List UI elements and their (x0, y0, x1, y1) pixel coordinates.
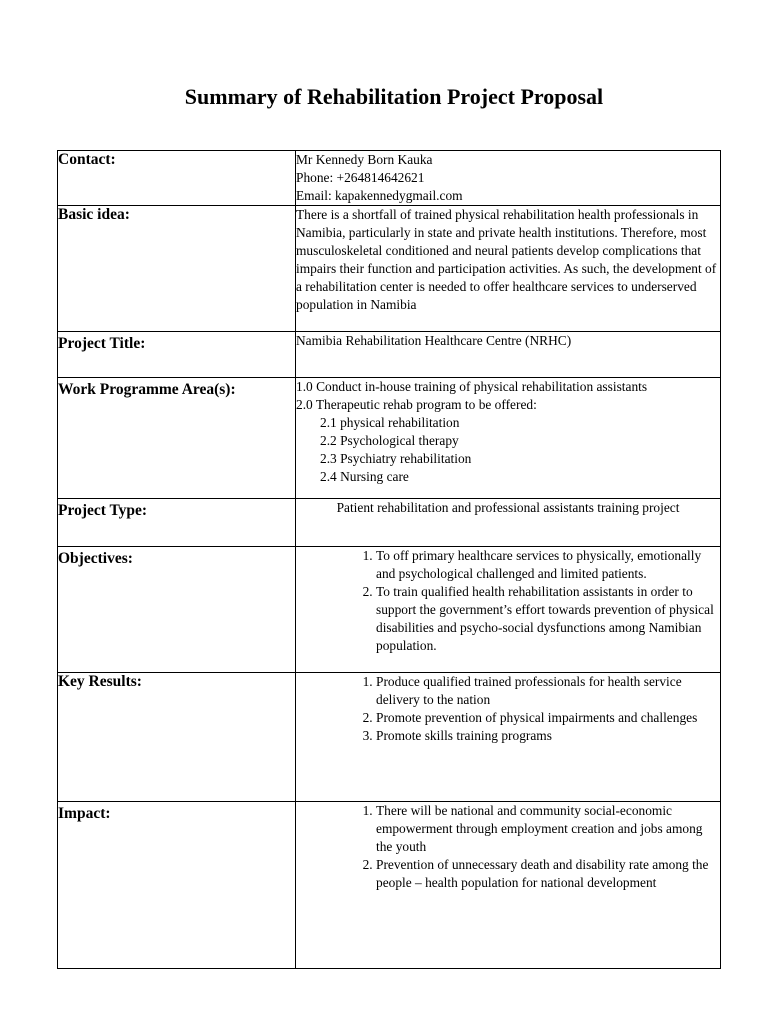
project-type-label: Project Type: (58, 499, 296, 547)
list-item: 1. Produce qualified trained professionals for health service delivery to the nation (376, 673, 720, 709)
list-item: 1. To off primary healthcare services to physically, emotionally and psychological challenged and limited patients. (376, 547, 720, 583)
table-row-work-programme (58, 378, 721, 499)
impact-label: Impact: (58, 802, 296, 969)
objectives-value (296, 547, 721, 673)
work-programme-subitem: 2.3 Psychiatry rehabilitation (320, 451, 472, 466)
table-row-project-type (58, 499, 721, 547)
table-row-key-results (58, 673, 721, 802)
work-programme-subitem: 2.2 Psychological therapy (320, 433, 459, 448)
basic-idea-label: Basic idea: (58, 206, 296, 332)
basic-idea-text: There is a shortfall of trained physical rehabilitation health professionals in Namibia, particularly in state and private health institutions. Therefore, most musculoskeletal conditioned and neural patients develop complications that impairs their function and participation activities. As such, the development of a rehabilitation center is needed to offer healthcare services to underserved population in Namibia (296, 207, 717, 312)
list-item: 2. Prevention of unnecessary death and disability rate among the people – health population for national development (376, 856, 720, 892)
project-title-label: Project Title: (58, 332, 296, 378)
table-row-impact (58, 802, 721, 969)
contact-value (296, 151, 721, 206)
key-results-value (296, 673, 721, 802)
impact-list (296, 802, 720, 892)
basic-idea-value (296, 206, 721, 332)
project-type-text: Patient rehabilitation and professional assistants training project (336, 500, 680, 515)
impact-value (296, 802, 721, 969)
page-title: Summary of Rehabilitation Project Proposal (184, 84, 604, 109)
key-results-label: Key Results: (58, 673, 296, 802)
objectives-list (296, 547, 720, 655)
key-results-list (296, 673, 720, 745)
list-item: 2. To train qualified health rehabilitation assistants in order to support the government’s effort towards prevention of physical disabilities and psycho-social dysfunctions among Namibian population. (376, 583, 720, 655)
work-programme-item: 2.0 Therapeutic rehab program to be offered: (296, 397, 537, 412)
work-programme-subitem: 2.1 physical rehabilitation (320, 415, 460, 430)
work-programme-subitem: 2.4 Nursing care (320, 469, 409, 484)
contact-label: Contact: (58, 151, 296, 206)
objectives-label: Objectives: (58, 547, 296, 673)
project-type-value (296, 499, 721, 547)
work-programme-label: Work Programme Area(s): (58, 378, 296, 499)
table-row-project-title (58, 332, 721, 378)
table-row-basic-idea (58, 206, 721, 332)
list-item: 3. Promote skills training programs (376, 727, 720, 745)
proposal-summary-table (57, 150, 721, 969)
table-row-objectives (58, 547, 721, 673)
contact-name: Mr Kennedy Born Kauka (296, 152, 433, 167)
contact-phone: Phone: +264814642621 (296, 170, 425, 185)
list-item: 2. Promote prevention of physical impairments and challenges (376, 709, 720, 727)
list-item: 1. There will be national and community social-economic empowerment through employment creation and jobs among the youth (376, 802, 720, 856)
table-row-contact (58, 151, 721, 206)
work-programme-value (296, 378, 721, 499)
work-programme-item: 1.0 Conduct in-house training of physical rehabilitation assistants (296, 379, 648, 394)
project-title-text: Namibia Rehabilitation Healthcare Centre (NRHC) (296, 333, 572, 348)
project-title-value (296, 332, 721, 378)
contact-email: Email: kapakennedygmail.com (296, 188, 463, 203)
